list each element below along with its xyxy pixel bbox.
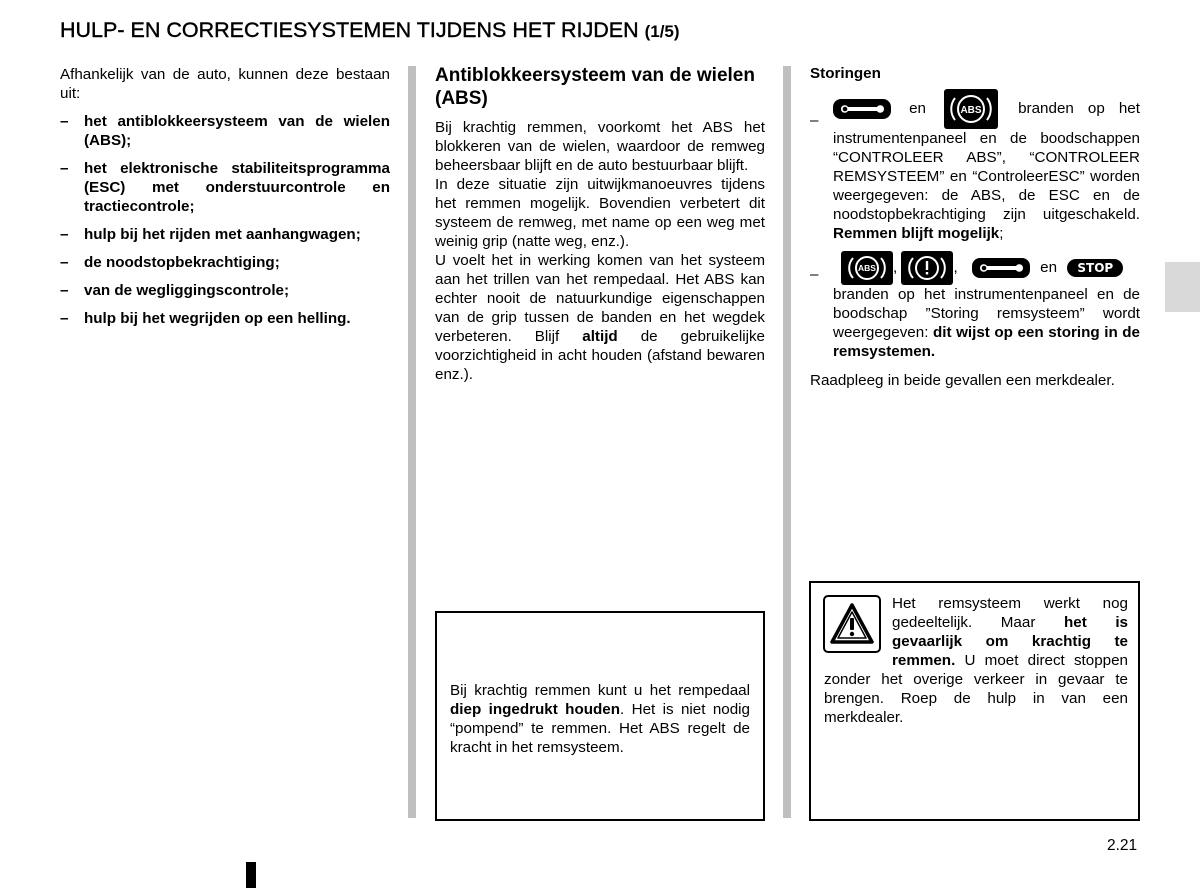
list-item-text: van de wegliggingscontrole; bbox=[84, 282, 290, 299]
list-item bbox=[60, 112, 390, 150]
paragraph: Bij krachtig remmen, voorkomt het ABS het blokkeren van de wielen, waardoor de remweg beheersbaar blijft en de auto bestuurbaar blijft. bbox=[435, 119, 765, 174]
text: ; bbox=[999, 225, 1004, 242]
info-box-text bbox=[450, 681, 750, 757]
warning-box bbox=[809, 581, 1140, 821]
emphasis: dit wijst op een storing in de remsystemen. bbox=[833, 324, 1140, 360]
separator: , bbox=[953, 259, 958, 277]
list-item-text: het antiblokkeersysteem van de wielen (ABS); bbox=[84, 113, 390, 149]
paragraph bbox=[435, 251, 765, 384]
dash: – bbox=[60, 160, 69, 177]
right-column bbox=[810, 64, 1140, 390]
text: U voelt het in werking komen van het systeem aan het trillen van het rempedaal. Het ABS kan echter nooit de natuurkundige eigenschappen van de grip tussen de banden en het wegdek verbeteren. Blijf bbox=[435, 252, 765, 345]
emphasis: het is gevaarlijk om krachtig te remmen. bbox=[892, 614, 1128, 669]
list-item bbox=[60, 309, 390, 328]
list-item bbox=[60, 225, 390, 244]
middle-column bbox=[435, 64, 765, 384]
dash: – bbox=[60, 282, 69, 299]
closing-text: Raadpleeg in beide gevallen een merkdealer. bbox=[810, 372, 1115, 389]
list-item-text: de noodstopbekrachtiging; bbox=[84, 254, 280, 271]
abs-icon-label: ABS bbox=[858, 263, 876, 273]
abs-warning-icon bbox=[944, 89, 998, 129]
text: branden op het instrumentenpaneel en de boodschappen “CONTROLEER ABS”, “CONTROLEER REMSYSTEEM” en “ControleerESC” worden weergegeven: de ABS, de ESC en de noodstopbekrachtiging zijn uitgeschakeld. bbox=[833, 100, 1140, 223]
text: branden op het instrumentenpaneel en de boodschap ”Storing remsysteem” wordt weergegeven: bbox=[833, 286, 1140, 341]
list-item bbox=[810, 97, 1140, 243]
dash: – bbox=[60, 226, 69, 243]
column-divider-1 bbox=[408, 66, 416, 818]
info-box bbox=[435, 611, 765, 821]
abs-icon-label: ABS bbox=[960, 105, 982, 116]
intro-text: Afhankelijk van de auto, kunnen deze bestaan uit: bbox=[60, 66, 390, 102]
text: Het remsysteem werkt nog gedeeltelijk. Maar bbox=[892, 595, 1128, 631]
dash: – bbox=[60, 310, 69, 327]
text: U moet direct stoppen zonder het overige verkeer in gevaar te brengen. Roep de hulp in van een merkdealer. bbox=[824, 652, 1128, 726]
chapter-tab bbox=[1165, 262, 1200, 312]
page-marker bbox=[246, 862, 256, 888]
stop-icon: STOP bbox=[1067, 259, 1123, 277]
emphasis: altijd bbox=[582, 328, 618, 345]
emphasis: diep ingedrukt houden bbox=[450, 701, 620, 718]
dash: – bbox=[60, 113, 69, 130]
wrench-icon bbox=[833, 99, 891, 119]
list-item bbox=[60, 253, 390, 272]
connector-text: en bbox=[1040, 259, 1058, 277]
paragraph: In deze situatie zijn uitwijkmanoeuvres tijdens het remmen mogelijk. Bovendien verbetert dit systeem de remweg, met name op een weg met weinig grip (natte weg, enz.). bbox=[435, 176, 765, 250]
dash: – bbox=[60, 254, 69, 271]
connector-text: en bbox=[909, 100, 926, 118]
dash: – bbox=[810, 266, 819, 283]
list-item bbox=[60, 159, 390, 216]
list-item-text: hulp bij het rijden met aanhangwagen; bbox=[84, 226, 361, 243]
brake-warning-icon bbox=[901, 251, 953, 285]
text: . Het is niet nodig “pompend” te remmen. Het ABS regelt de kracht in het remsysteem. bbox=[450, 701, 750, 756]
title-text: HULP- EN CORRECTIESYSTEMEN TIJDENS HET RIJDEN bbox=[60, 18, 639, 42]
list-item bbox=[60, 281, 390, 300]
list-item-text: hulp bij het wegrijden op een helling. bbox=[84, 310, 351, 327]
emphasis: Remmen blijft mogelijk bbox=[833, 225, 1000, 242]
column-divider-2 bbox=[783, 66, 791, 818]
dash: – bbox=[810, 112, 819, 129]
wrench-icon bbox=[972, 258, 1030, 278]
list-item bbox=[810, 257, 1140, 361]
left-column bbox=[60, 65, 390, 328]
title-page-indicator: (1/5) bbox=[644, 22, 680, 41]
page-number: 2.21 bbox=[1107, 837, 1138, 854]
text: de gebruikelijke voorzichtigheid in acht houden (afstand bewaren enz.). bbox=[435, 328, 765, 383]
separator: , bbox=[893, 259, 898, 277]
list-item-text: het elektronische stabiliteitsprogramma (ESC) met onderstuurcontrole en tractiecontrole; bbox=[84, 160, 390, 215]
text: Bij krachtig remmen kunt u het rempedaal bbox=[450, 682, 750, 699]
section-heading: Antiblokkeersysteem van de wielen (ABS) bbox=[435, 65, 755, 109]
warning-box-text bbox=[824, 594, 1128, 727]
page-title bbox=[60, 18, 680, 43]
section-heading: Storingen bbox=[810, 65, 881, 82]
abs-warning-icon bbox=[841, 251, 893, 285]
